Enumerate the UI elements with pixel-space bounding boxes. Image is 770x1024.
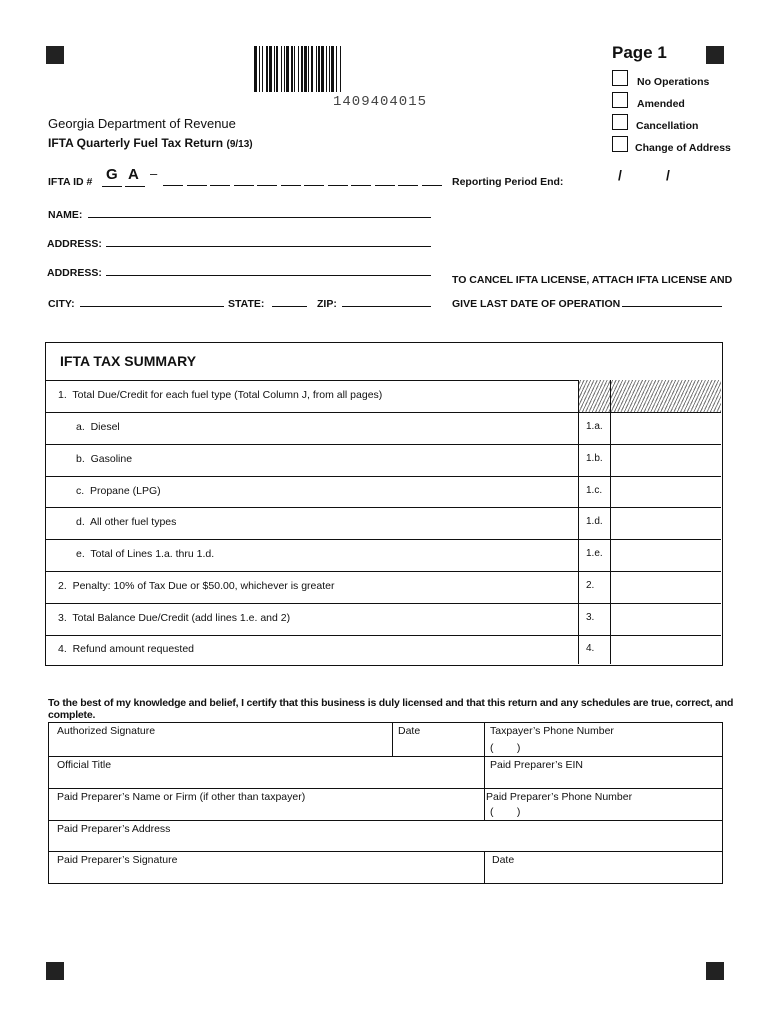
zip-label: ZIP: [317,298,337,310]
preparer-phone-field[interactable]: Paid Preparer’s Phone Number [486,791,633,803]
ifta-id-prefix-underline-2 [125,186,145,187]
name-label: NAME: [48,209,83,221]
sig-divider [48,788,722,789]
sig-divider [48,820,722,821]
ifta-id-digit-underline [304,185,324,186]
reporting-period-input[interactable] [585,166,705,188]
authorized-signature-field[interactable]: Authorized Signature [57,725,156,737]
taxpayer-phone-parens: ( ) [490,742,521,754]
preparer-ein-field[interactable]: Paid Preparer’s EIN [490,759,583,771]
form-version: (9/13) [226,139,253,150]
summary-column-divider [578,380,579,664]
certification-statement: To the best of my knowledge and belief, I certify that this business is duly licensed and that this return and any schedules are true, correct, and complete. [48,697,734,721]
reporting-period-slash-1: / [618,167,622,183]
reporting-period-label: Reporting Period End: [452,176,564,188]
no-operations-label: No Operations [637,76,710,88]
registration-mark-top-right [706,46,724,64]
official-title-field[interactable]: Official Title [57,759,112,771]
summary-row-label: e. Total of Lines 1.a. thru 1.d. [76,548,215,560]
last-date-label: GIVE LAST DATE OF OPERATION [452,298,621,310]
summary-column-divider [610,380,611,664]
summary-amount-field[interactable] [610,507,721,539]
summary-amount-field[interactable] [610,539,721,571]
preparer-date-field[interactable]: Date [492,854,515,866]
form-title [48,136,253,150]
barcode-bar [341,46,343,92]
tax-summary-title: IFTA TAX SUMMARY [60,353,197,369]
state-label: STATE: [228,298,265,310]
cancel-license-note: TO CANCEL IFTA LICENSE, ATTACH IFTA LICENSE AND [452,274,733,286]
summary-line-number: 1.d. [586,516,603,527]
sig-divider [48,851,722,852]
address-field[interactable] [106,246,431,247]
ifta-id-digit-underline [328,185,348,186]
ifta-id-prefix-g: G [106,166,118,183]
reporting-period-slash-2: / [666,167,670,183]
date-field[interactable]: Date [398,725,421,737]
summary-amount-field [610,380,721,412]
name-field[interactable] [88,217,431,218]
summary-line-number: 3. [586,612,595,623]
form-title-text: IFTA Quarterly Fuel Tax Return [48,136,224,150]
agency-name: Georgia Department of Revenue [48,116,236,131]
ifta-id-digit-underline [422,185,442,186]
address2-field[interactable] [106,275,431,276]
preparer-phone-parens: ( ) [490,806,521,818]
summary-amount-field[interactable] [610,476,721,507]
summary-hatched-cell [578,380,610,412]
registration-mark-bottom-right [706,962,724,980]
sig-divider-v [484,788,485,820]
ifta-id-digit-underline [398,185,418,186]
summary-amount-field[interactable] [610,571,721,603]
ifta-id-digit-underline [351,185,371,186]
registration-mark-bottom-left [46,962,64,980]
ifta-id-digit-underline [187,185,207,186]
change-of-address-checkbox[interactable] [612,136,628,152]
ifta-id-digit-underline [375,185,395,186]
summary-row-label: a. Diesel [76,421,120,433]
summary-row-label: d. All other fuel types [76,516,177,528]
ifta-id-prefix-underline-1 [102,186,122,187]
address2-label: ADDRESS: [47,267,102,279]
summary-line-number: 1.a. [586,421,603,432]
last-date-field[interactable] [622,306,722,307]
summary-amount-field[interactable] [610,444,721,476]
ifta-id-input[interactable] [163,185,433,189]
summary-line-number: 1.e. [586,548,603,559]
ifta-id-label: IFTA ID # [48,176,93,188]
amended-label: Amended [637,98,685,110]
ifta-id-digit-underline [281,185,301,186]
cancellation-checkbox[interactable] [612,114,628,130]
change-of-address-label: Change of Address [635,142,731,154]
barcode [254,46,506,92]
state-field[interactable] [272,306,307,307]
preparer-signature-field[interactable]: Paid Preparer’s Signature [57,854,178,866]
sig-divider-v [484,722,485,788]
ifta-id-digit-underline [163,185,183,186]
sig-divider [48,756,722,757]
summary-row-label: 3. Total Balance Due/Credit (add lines 1.e. and 2) [58,612,291,624]
summary-line-number: 4. [586,642,595,654]
preparer-address-field[interactable]: Paid Preparer’s Address [57,823,171,835]
city-label: CITY: [48,298,75,310]
summary-row-label: 1. Total Due/Credit for each fuel type (Total Column J, from all pages) [58,389,383,401]
city-field[interactable] [80,306,224,307]
zip-field[interactable] [342,306,431,307]
summary-amount-field[interactable] [610,635,721,664]
ifta-id-digit-underline [257,185,277,186]
preparer-name-field[interactable]: Paid Preparer’s Name or Firm (if other than taxpayer) [57,791,306,803]
ifta-id-digit-underline [210,185,230,186]
taxpayer-phone-field[interactable]: Taxpayer’s Phone Number [490,725,614,737]
summary-line-number: 2. [586,580,595,591]
summary-row-label: 2. Penalty: 10% of Tax Due or $50.00, whichever is greater [58,580,335,592]
summary-amount-field[interactable] [610,603,721,635]
ifta-id-prefix-a: A [128,166,139,183]
page-number: Page 1 [612,43,667,62]
amended-checkbox[interactable] [612,92,628,108]
no-operations-checkbox[interactable] [612,70,628,86]
sig-divider-v [392,722,393,757]
barcode-number: 1409404015 [332,94,427,110]
cancellation-label: Cancellation [636,120,699,132]
ifta-id-digit-underline [234,185,254,186]
ifta-id-dash: – [150,166,158,181]
sig-divider-v [484,851,485,883]
summary-amount-field[interactable] [610,412,721,444]
address-label: ADDRESS: [47,238,102,250]
summary-row-label: b. Gasoline [76,453,133,465]
registration-mark-top-left [46,46,64,64]
summary-line-number: 1.c. [586,484,603,496]
summary-row-label: c. Propane (LPG) [76,484,161,497]
summary-line-number: 1.b. [586,453,603,464]
summary-row-label: 4. Refund amount requested [58,642,195,655]
